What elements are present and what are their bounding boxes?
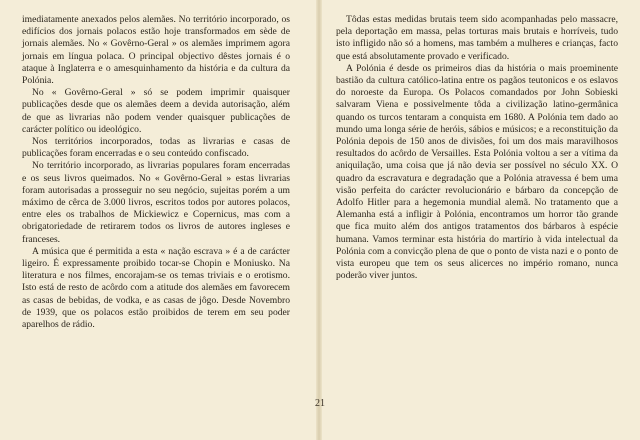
paragraph: No território incorporado, as livrarias populares foram encerradas e os seus livros queimados. No « Govêrno-Geral » estas livrarias foram autorisadas a prosseguir no seu negócio, sujeitas porém a um máximo de cêrca de 3.000 livros, escritos todos por autores polacos, entre eles os trabalhos de Mickiewicz e Copernicus, mas com a obrigatoriedade de retirarem todos os livros de autores ingleses e franceses. (22, 160, 290, 245)
right-column (336, 14, 618, 282)
paragraph: Nos territórios incorporados, todas as livrarias e casas de publicações foram encerradas e o seu conteúdo confiscado. (22, 136, 290, 160)
book-gutter (316, 0, 322, 440)
paragraph: Tôdas estas medidas brutais teem sido acompanhadas pelo massacre, pela deportação em massa, pelas torturas mais brutais e horríveis, tudo isto infligido não só a homens, mas também a mulheres e crianças, facto que está absolutamente provado e verificado. (336, 14, 618, 62)
paragraph: A música que é permitida a esta « nação escrava » é a de carácter ligeiro. É expressamente proibido tocar-se Chopin e Moniusko. Na literatura e nos filmes, encorajam-se os temas triviais e o erotismo. Isto está de resto de acôrdo com a atitude dos alemães em favorecem as casas de bebidas, de vodka, e as casas de jôgo. Desde Novembro de 1939, que os polacos estão proibidos de terem em seu poder aparelhos de rádio. (22, 245, 290, 331)
paragraph: No « Govêrno-Geral » só se podem imprimir quaisquer publicações desde que os alemães deem a devida autorisação, além de que as livrarias não podem vender quaisquer publicações de carácter político ou ideológico. (22, 87, 290, 135)
page-number: 21 (315, 398, 325, 409)
left-column (22, 14, 290, 331)
paragraph: imediatamente anexados pelos alemães. No território incorporado, os edifícios dos jornais polacos estão hoje transformados em sède de jornais alemães. No « Govêrno-Geral » os alemães imprimem agora jornais em língua polaca. O principal objectivo dêstes jornais é o ataque à Inglaterra e o amesquinhamento da história e da cultura da Polónia. (22, 14, 290, 87)
paragraph: A Polónia é desde os primeiros dias da história o mais proeminente bastião da cultura católico-latina entre os pagãos teutonicos e os eslavos do noroeste da Europa. Os Polacos comandados por John Sobieski salvaram Viena e possivelmente tôda a civilização latino-germânica quando os turcos tentaram a conquista em 1680. A Polónia tem dado ao mundo uma longa série de heróis, sábios e músicos; e a reconstituição da Polónia depois de 150 anos de divisões, foi um dos mais maravilhosos resultados do acôrdo de Versailles. Esta Polónia voltou a ser a vítima da aniquilação, uma coisa que já não devia ser possível no século XX. O quadro da escravatura e degradação que a Polónia atravessa é bem uma visão perfeita do carácter revolucionário e bárbaro da concepção de Adolfo Hitler para a hegemonia mundial alemã. No tratamento que a Alemanha está a infligir à Polónia, encontramos um horror tão grande que fica muito além dos antigos tratamentos dos bárbaros à espécie humana. Vamos terminar esta história do martírio à vida intelectual da Polónia com a convicção plena de que o ponto de vista nazi e o ponto de vista europeu que tem os seus alicerces no império romano, nunca poderão viver juntos. (336, 62, 618, 282)
